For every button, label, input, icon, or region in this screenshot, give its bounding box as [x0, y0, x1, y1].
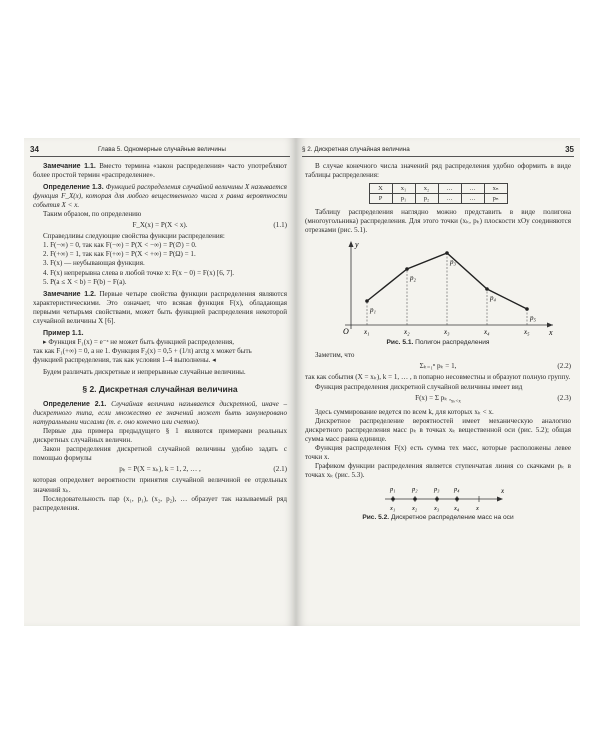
right-running-head: § 2. Дискретная случайная величина — [302, 146, 410, 153]
table-cell: … — [438, 184, 461, 194]
left-running-header — [30, 145, 290, 157]
mass-point — [455, 498, 459, 502]
function-value-text: Функция распределения F(x) есть сумма тех масс, которые расположены левее точки x. — [305, 444, 571, 462]
function-text: Функция распределения дискретной случайной величины имеет вид — [315, 382, 523, 391]
mass-label: p₄ — [454, 486, 460, 494]
definition-1-3: Определение 1.3. Функцией распределения случайной величины X называется функция F_X(x), которая для любого вещественного числа x равна вероятности события X < x. — [33, 183, 287, 210]
table-cell: x₂ — [415, 184, 438, 194]
since-text: так как события (X = xₖ), k = 1, … , n попарно несовместны и образуют полную группу. — [305, 373, 571, 382]
example-label: Пример 1.1. — [43, 329, 84, 337]
sequence-text: Последовательность пар (x₁, p₁), (x₂, p₂), … образует так называемый ряд распределения. — [33, 494, 287, 512]
property-item: 5. P(a ≤ X < b) = F(b) − F(a). — [43, 277, 127, 286]
y-axis-label: y — [355, 240, 359, 250]
mechanical-analogy-text: Дискретное распределение вероятностей имеет механическую аналогию дискретного распределения масс pₖ в точках xₖ вещественной оси (рис. 5.2); общая сумма масс равна единице. — [305, 417, 571, 444]
right-page — [296, 138, 580, 626]
remark-1-1: Замечание 1.1. Вместо термина «закон распределения» часто употребляют более простой термин «распределение». — [33, 162, 287, 180]
law-text: Закон распределения дискретной случайной величины удобно задать с помощью формулы — [33, 445, 287, 463]
mass-distribution-figure — [305, 482, 571, 512]
mass-tick-label: x₂ — [412, 505, 418, 513]
origin-label: O — [343, 327, 349, 337]
mass-point — [391, 498, 395, 502]
distribution-table — [369, 183, 508, 204]
mass-tick-label: x₃ — [434, 505, 440, 513]
mass-tick-label: x₁ — [390, 505, 396, 513]
figure-5-1-caption: Рис. 5.1. Полигон распределения — [386, 339, 490, 347]
table-intro: В случае конечного числа значений ряд распределения удобно оформить в виде таблицы распределения: — [305, 162, 571, 180]
mass-point — [413, 498, 417, 502]
mass-label: p₂ — [412, 486, 418, 494]
summation-text: Здесь суммирование ведется по всем k, для которых xₖ < x. — [315, 408, 494, 417]
polygon-figure — [305, 237, 571, 337]
mass-point — [435, 498, 439, 502]
x-axis-label: x — [549, 328, 553, 338]
table-cell: X — [369, 184, 392, 194]
definition-2-1: Определение 2.1. Случайная величина называется дискретной, иначе – дискретного типа, если множество ее значений может быть занумеровано натуральными числами (т. е. оно конечно или счетно). — [33, 400, 287, 427]
x-axis-arrow — [547, 323, 553, 328]
will-consider: Будем различать дискретные и непрерывные случайные величины. — [43, 367, 246, 376]
figure-5-2-caption: Рис. 5.2. Дискретное распределение масс на оси — [362, 514, 514, 522]
remark-1-2: Замечание 1.2. Первые четыре свойства функции распределения являются характеристическими. Это означает, что всякая функция F(x), обладающая первыми четырьмя свойствами, может быть функцией распределения некоторой случайной величины X [6]. — [33, 289, 287, 325]
right-content — [305, 162, 571, 526]
x-tick-label: x₄ — [484, 328, 490, 337]
mass-tick-label: x₄ — [454, 505, 460, 513]
left-content — [33, 162, 287, 513]
which-text: которая определяет вероятности принятия случайной величиной ее отдельных значений xₖ. — [33, 476, 287, 494]
table-cell: x₁ — [392, 184, 415, 194]
example-line: так как F₁(+∞) = 0, а не 1. Функция F₂(x) = 0,5 + (1/π) arctg x может быть — [33, 346, 252, 355]
polygon-point — [525, 308, 529, 312]
table-cell: p₁ — [392, 194, 415, 204]
polygon-point — [485, 288, 489, 292]
polygon-point-label: p₅ — [530, 314, 536, 323]
table-cell: P — [369, 194, 392, 204]
formula-2-3: F(x) = Σ pₖ $,_{x_k<x}$ (2.3) — [415, 393, 571, 404]
mass-label: p₃ — [434, 486, 440, 494]
example-line: ▸ Функция F₁(x) = e⁻ˣ не может быть функцией распределения, — [43, 337, 235, 346]
left-page-number: 34 — [30, 145, 39, 154]
table-cell: … — [438, 194, 461, 204]
y-axis-arrow — [349, 241, 354, 247]
polygon-point-label: p₄ — [490, 294, 496, 303]
formula-2-1: pₖ = P(X = xₖ), k = 1, 2, … , (2.1) — [119, 465, 287, 474]
x-tick-label: x₂ — [404, 328, 410, 337]
polygon-point — [365, 300, 369, 304]
polygon-point-label: p₁ — [370, 306, 376, 315]
mass-label: p₁ — [390, 486, 396, 494]
polygon-point-label: p₂ — [410, 274, 416, 283]
thus-line: Таким образом, по определению — [43, 210, 142, 219]
table-cell: p₂ — [415, 194, 438, 204]
properties-list — [33, 241, 287, 286]
formula-1-1: F_X(x) = P(X < x). (1.1) — [132, 221, 287, 230]
table-row — [369, 184, 507, 194]
mass-axis-arrow — [497, 497, 503, 502]
properties-intro: Справедливы следующие свойства функции распределения: — [43, 232, 225, 241]
formula-2-2: Σₖ₌₁ⁿ pₖ = 1, (2.2) — [419, 362, 571, 371]
left-page — [24, 138, 296, 626]
examples-text: Первые два примера предыдущего § 1 являются примерами реальных дискретных случайных величин. — [33, 427, 287, 445]
right-page-number: 35 — [565, 145, 574, 154]
property-item: 2. F(+∞) = 1, так как F(+∞) = P(X < +∞) = P(Ω) = 1. — [43, 250, 196, 259]
x-tick-label: x₃ — [444, 328, 450, 337]
x-tick-label: x₅ — [524, 328, 530, 337]
polygon-point — [405, 268, 409, 272]
polygon-text: Таблицу распределения наглядно можно представить в виде полигона (многоугольника) распределения. Для этого точки (xₖ, pₖ) плоскости xOy соединяются отрезками (рис. 5.1). — [305, 208, 571, 235]
example-line: функцией распределения, так как условия 1–4 выполнены. ◂ — [33, 355, 216, 364]
note-text: Заметим, что — [315, 351, 355, 360]
section-title: § 2. Дискретная случайная величина — [82, 384, 238, 395]
table-cell: pₙ — [484, 194, 507, 204]
mass-axis-label: x — [501, 487, 505, 496]
left-running-head: Глава 5. Одномерные случайные величины — [98, 146, 226, 153]
x-tick-label: x₁ — [364, 328, 370, 337]
property-item: 3. F(x) — неубывающая функция. — [43, 259, 145, 268]
right-running-header — [302, 145, 574, 157]
mass-tick-label: x — [476, 505, 479, 513]
table-row — [369, 194, 507, 204]
polygon-point-label: p₃ — [450, 258, 456, 267]
table-cell: … — [461, 184, 484, 194]
polygon-point — [445, 252, 449, 256]
table-cell: xₙ — [484, 184, 507, 194]
property-item: 1. F(−∞) = 0, так как F(−∞) = P(X < −∞) = P(∅) = 0. — [43, 241, 197, 250]
graph-text: Графиком функции распределения является ступенчатая линия со скачками pₖ в точках xₖ (рис. 5.3). — [305, 462, 571, 480]
property-item: 4. F(x) непрерывна слева в любой точке x: F(x − 0) = F(x) [6, 7]. — [43, 268, 235, 277]
table-cell: … — [461, 194, 484, 204]
